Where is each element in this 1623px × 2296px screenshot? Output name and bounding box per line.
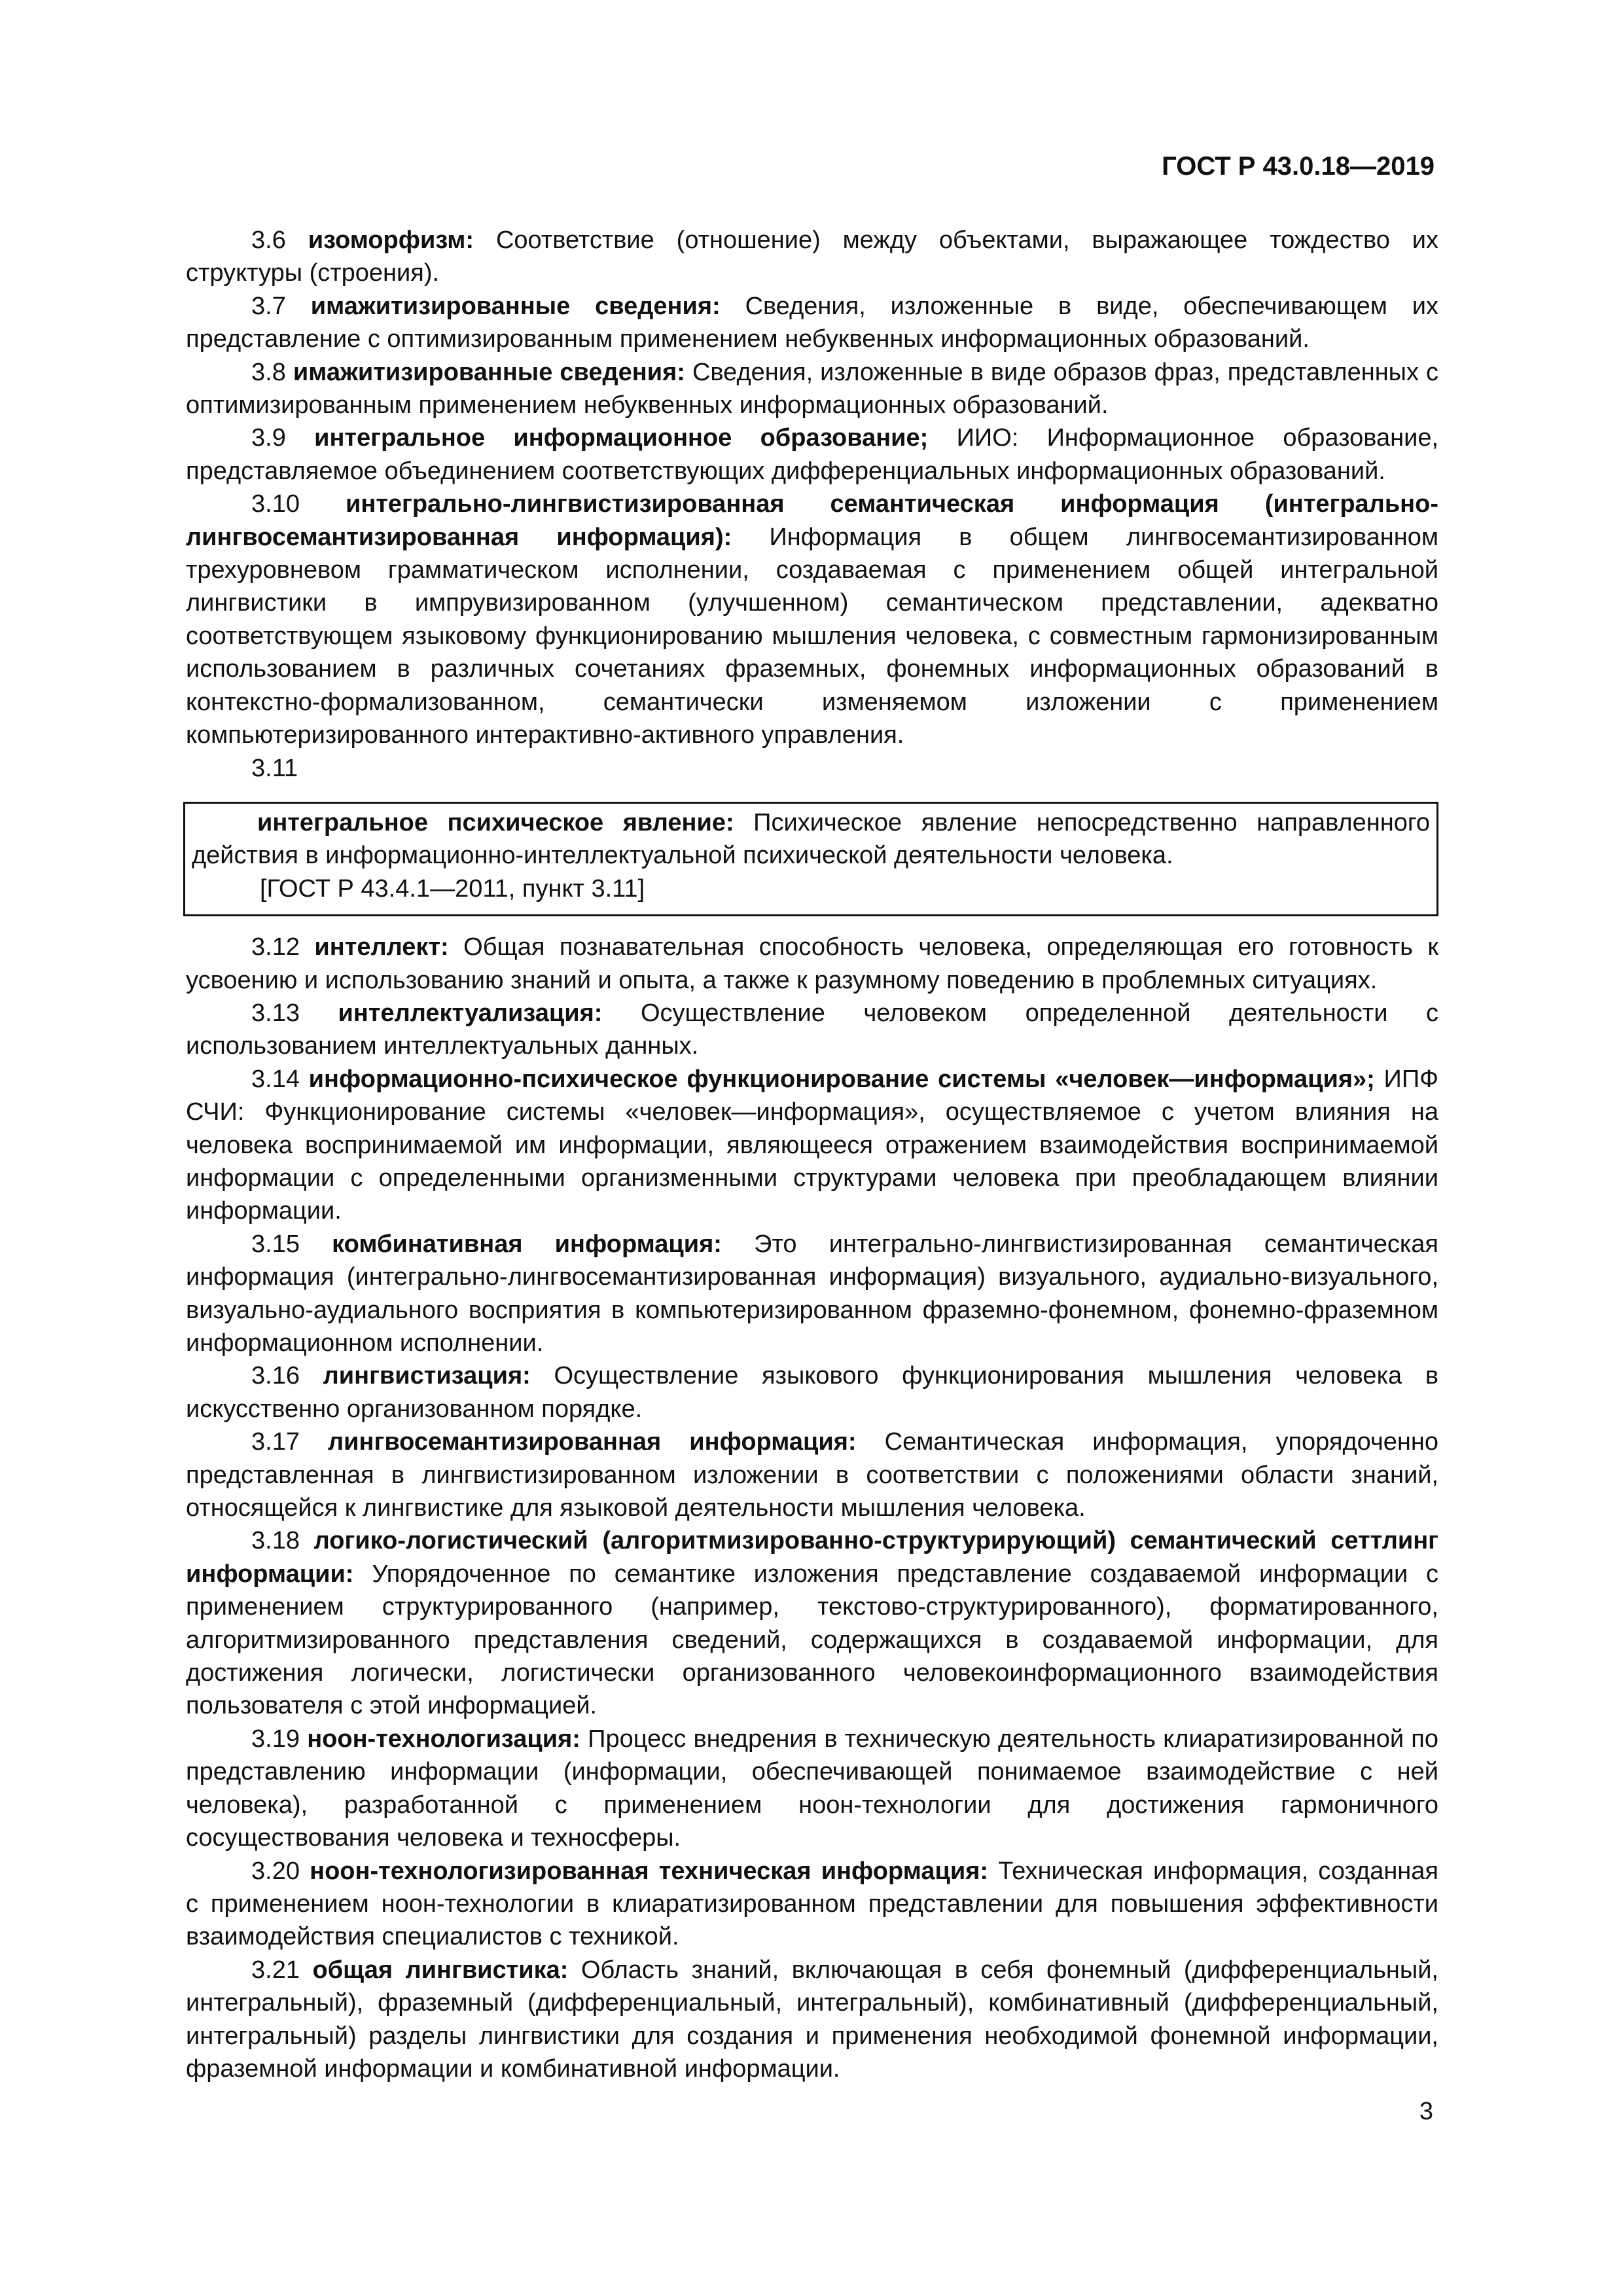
- citation-box: [183, 802, 1438, 916]
- entry-number: 3.15: [251, 1230, 300, 1258]
- entry-number: 3.19: [251, 1725, 300, 1753]
- definition-entry: [186, 1063, 1438, 1228]
- entry-definition: Область знаний, включающая в себя фонемный (дифференциальный, интегральный), фраземный (дифференциальный, интегральный), комбинативный (дифференциальный, интегральный) разделы лингвистики для создания и применения необходимой фонемной информации, фраземной информации и комбинативной информации.: [186, 1956, 1438, 2083]
- entry-term: имажитизированные сведения:: [293, 358, 685, 386]
- entry-definition: Сведения, изложенные в виде образов фраз, представленных с оптимизированным применением небуквенных информационных образований.: [186, 358, 1439, 420]
- definition-entry: [186, 1524, 1438, 1722]
- entry-term: интеллектуализация:: [338, 999, 603, 1027]
- entry-definition: Информация в общем лингвосемантизированном трехуровневом грамматическом исполнении, создаваемая с применением общей интегральной лингвистики в импрувизированном (улучшенном) семантическом представлении, адекватно соответствующем языковому функционированию мышления человека, с совместным гармонизированным использованием в различных сочетаниях фраземных, фонемных информационных образований в контекстно-формализованном, семантически изменяемом изложении с применением компьютеризированного интерактивно-активного управления.: [186, 523, 1439, 749]
- entry-term: лингвосемантизированная информация:: [328, 1428, 857, 1456]
- definition-entry: [186, 1723, 1438, 1855]
- page-number: 3: [1419, 2098, 1433, 2125]
- entry-definition: Соответствие (отношение) между объектами, выражающее тождество их структуры (строения).: [186, 226, 1438, 287]
- entry-number: 3.18: [251, 1527, 300, 1555]
- definition-entry: [186, 752, 1438, 785]
- entry-definition: Осуществление языкового функционирования мышления человека в искусственно организованном порядке.: [186, 1362, 1439, 1423]
- definition-entry: [186, 1855, 1438, 1954]
- entry-definition: Семантическая информация, упорядоченно представленная в лингвистизированном изложении в соответствии с положениями области знаний, относящейся к лингвистике для языковой деятельности мышления человека.: [186, 1428, 1438, 1522]
- entry-term: интегральное психическое явление:: [257, 808, 734, 836]
- entry-definition: Упорядоченное по семантике изложения представление создаваемой информации с применением структурированного (например, текстово-структурированного), форматированного, алгоритмизированного представления сведений, содержащихся в создаваемой информации, для достижения логически, логистически организованного человекоинформационного взаимодействия пользователя с этой информацией.: [186, 1560, 1439, 1720]
- entry-term: изоморфизм:: [308, 226, 474, 254]
- entry-number: 3.11: [251, 754, 298, 782]
- document-body: [186, 224, 1438, 2085]
- entry-term: ноон-технологизированная техническая информация:: [310, 1857, 989, 1885]
- citation-reference: [ГОСТ Р 43.4.1—2011, пункт 3.11]: [260, 874, 645, 903]
- boxed-entry: [192, 806, 1430, 872]
- definition-entry: [186, 1426, 1438, 1524]
- entry-term: лингвистизация:: [323, 1362, 531, 1390]
- entries-list-top: [186, 224, 1438, 785]
- entry-number: 3.7: [251, 292, 286, 320]
- entry-number: 3.9: [251, 424, 286, 452]
- entry-term: интегрально-лингвистизированная семантическая информация (интегрально-лингвосемантизированная информация):: [186, 490, 1438, 551]
- entry-term: логико-логистический (алгоритмизированно-структурирующий) семантический сеттлинг информации:: [186, 1527, 1438, 1588]
- entry-number: 3.6: [251, 226, 286, 254]
- document-code-header: ГОСТ Р 43.0.18—2019: [1162, 152, 1435, 181]
- entry-definition: Это интегрально-лингвистизированная семантическая информация (интегрально-лингвосемантизированная информация) визуального, аудиально-визуального, визуально-аудиального восприятия в компьютеризированном фраземно-фонемном, фонемно-фраземном информационном исполнении.: [186, 1230, 1439, 1357]
- entry-definition: Сведения, изложенные в виде, обеспечивающем их представление с оптимизированным применением небуквенных информационных образований.: [186, 292, 1438, 353]
- entry-definition: Техническая информация, созданная с применением ноон-технологии в клиаратизированном представлении для повышения эффективности взаимодействия специалистов с техникой.: [186, 1857, 1439, 1951]
- entry-term: общая лингвистика:: [312, 1956, 569, 1984]
- definition-entry: [186, 290, 1438, 356]
- entry-term: интеллект:: [314, 933, 449, 961]
- entry-definition: Психическое явление непосредственно направленного действия в информационно-интеллектуальной психической деятельности человека.: [192, 808, 1430, 870]
- entry-definition: Общая познавательная способность человека, определяющая его готовность к усвоению и использованию знаний и опыта, а также к разумному поведению в проблемных ситуациях.: [186, 933, 1439, 994]
- entry-term: комбинативная информация:: [332, 1230, 722, 1258]
- entry-term: ноон-технологизация:: [307, 1725, 580, 1753]
- entry-definition: ИИО: Информационное образование, представляемое объединением соответствующих дифференциальных информационных образований.: [186, 424, 1439, 485]
- definition-entry: [186, 1228, 1438, 1360]
- entry-definition: Осуществление человеком определенной деятельности с использованием интеллектуальных данных.: [186, 999, 1438, 1060]
- entry-term: информационно-психическое функционирование системы «человек—информация»;: [308, 1065, 1375, 1093]
- entry-number: 3.10: [251, 490, 300, 518]
- entry-definition: ИПФ СЧИ: Функционирование системы «человек—информация», осуществляемое с учетом влияния на человека воспринимаемой им информации, являющееся отражением взаимодействия воспринимаемой информации с определенными организменными структурами человека при преобладающем влиянии информации.: [186, 1065, 1439, 1225]
- entry-number: 3.14: [251, 1065, 300, 1093]
- definition-entry: [186, 997, 1438, 1063]
- definition-entry: [186, 1359, 1438, 1426]
- entry-number: 3.13: [251, 999, 300, 1027]
- entry-definition: Процесс внедрения в техническую деятельность клиаратизированной по представлению информации (информации, обеспечивающей понимаемое взаимодействие с ней человека), разработанной с применением ноон-технологии для достижения гармоничного сосуществования человека и техносферы.: [186, 1725, 1439, 1852]
- definition-entry: [186, 931, 1438, 997]
- entry-number: 3.20: [251, 1857, 300, 1885]
- entry-number: 3.8: [251, 358, 286, 386]
- definition-entry: [186, 1954, 1438, 2086]
- entry-number: 3.12: [251, 933, 300, 961]
- entry-term: имажитизированные сведения:: [310, 292, 721, 320]
- definition-entry: [186, 488, 1438, 751]
- entry-number: 3.17: [251, 1428, 300, 1456]
- entry-number: 3.16: [251, 1362, 300, 1390]
- entry-term: интегральное информационное образование;: [314, 424, 929, 452]
- entry-number: 3.21: [251, 1956, 300, 1984]
- entries-list-bottom: [186, 931, 1438, 2085]
- definition-entry: [186, 422, 1438, 488]
- definition-entry: [186, 356, 1438, 422]
- definition-entry: [186, 224, 1438, 290]
